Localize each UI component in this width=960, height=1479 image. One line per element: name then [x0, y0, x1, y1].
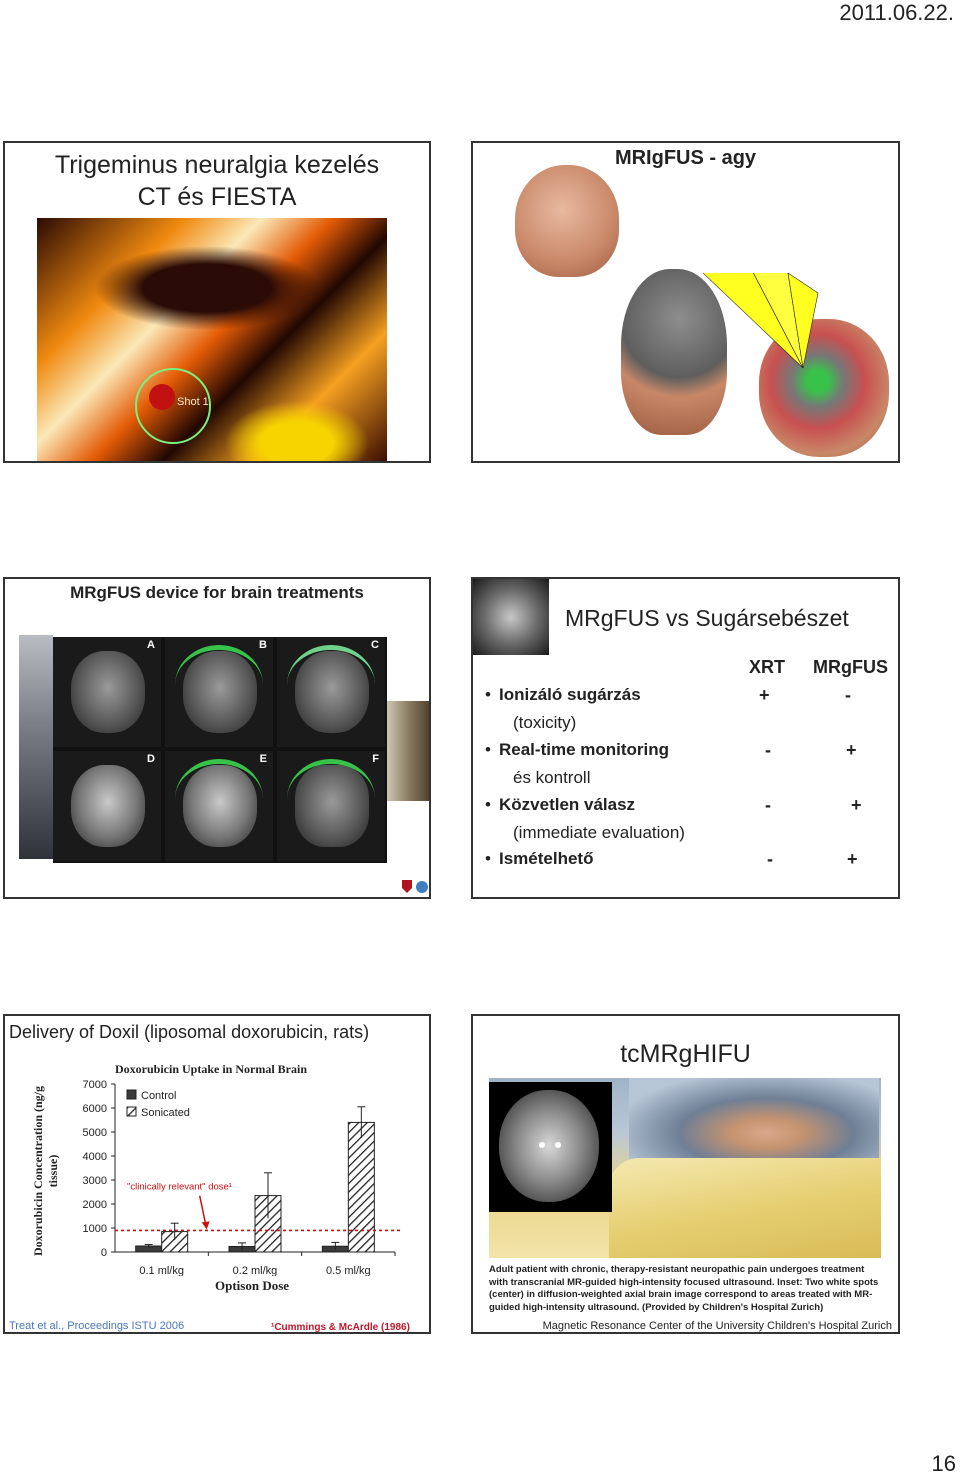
slide-mrgfus-vs-radiosurgery [471, 577, 900, 899]
mri-grid [53, 637, 387, 863]
slide-title: tcMRgHIFU [620, 1040, 751, 1068]
mrgfus-mark: + [846, 740, 857, 760]
shot-label: Shot 1 [177, 396, 209, 408]
slide-tcmrghifu [471, 1014, 900, 1334]
doxorubicin-bar-chart [65, 1076, 405, 1276]
xrt-mark: + [759, 685, 770, 705]
reference-arrow [200, 1196, 206, 1225]
slide-mrigfus-brain [471, 141, 900, 463]
y-tick-label: 2000 [82, 1199, 107, 1211]
y-tick-label: 4000 [82, 1151, 107, 1163]
chart-y-axis-label: Doxorubicin Concentration (ng/g tissue) [31, 1085, 60, 1256]
x-tick-label: 0.5 ml/kg [326, 1265, 371, 1276]
legend-label-control: Control [141, 1090, 177, 1102]
legend-label-sonicated: Sonicated [141, 1107, 190, 1119]
slide-title: MRgFUS vs Sugársebészet [565, 605, 849, 631]
target-spot [149, 384, 175, 410]
xrt-mark: - [767, 849, 773, 869]
y-tick-label: 0 [100, 1247, 107, 1259]
reference-line-label: "clinically relevant" dose¹ [127, 1181, 232, 1193]
page-number: 16 [931, 1451, 956, 1476]
column-header-xrt: XRT [749, 657, 785, 677]
x-tick-label: 0.2 ml/kg [232, 1265, 278, 1276]
y-tick-label: 5000 [82, 1127, 107, 1139]
panel-label: C [371, 639, 379, 651]
panel-label: B [259, 639, 267, 651]
slide-title: MRIgFUS - agy [614, 147, 757, 169]
y-tick-label: 1000 [82, 1223, 107, 1235]
reference-treat[interactable]: Treat et al., Proceedings ISTU 2006 [9, 1320, 185, 1332]
slide-mrgfus-device [3, 577, 431, 899]
ultrasound-beams-diagram [703, 273, 823, 373]
slide-title-line2: CT és FIESTA [137, 183, 297, 211]
patient-photo [19, 635, 53, 859]
legend-swatch-control [127, 1090, 136, 1099]
panel-label: F [372, 753, 379, 765]
slide-doxil-delivery [3, 1014, 431, 1334]
brain-mri-thumbnail [473, 579, 549, 655]
row-label: • Ismételhető [499, 849, 593, 869]
mrgfus-mark: - [845, 685, 851, 705]
chart-x-axis-label: Optison Dose [215, 1278, 290, 1293]
bar-sonicated [348, 1122, 374, 1252]
column-header-mrgfus: MRgFUS [813, 657, 888, 677]
chart-title: Doxorubicin Uptake in Normal Brain [115, 1062, 308, 1076]
head-model-image [515, 165, 619, 277]
row-sublabel: és kontroll [513, 768, 591, 787]
mri-panel-c [277, 637, 385, 747]
ct-fiesta-scan-image [37, 218, 387, 462]
reference-cummings[interactable]: ¹Cummings & McArdle (1986) [271, 1322, 410, 1333]
xrt-mark: - [765, 740, 771, 760]
mri-panel-a [53, 637, 161, 747]
row-sublabel: (immediate evaluation) [513, 823, 685, 842]
slide-title: MRgFUS device for brain treatments [70, 583, 364, 602]
device-photo [387, 701, 431, 801]
panel-label: E [259, 753, 267, 765]
legend-swatch-sonicated [127, 1107, 136, 1116]
mrgfus-mark: + [847, 849, 858, 869]
slide-title [5, 149, 429, 213]
institution-logos [401, 879, 429, 895]
slide-footer-credit: Magnetic Resonance Center of the University Children's Hospital Zurich [542, 1320, 892, 1332]
mri-panel-e [165, 751, 273, 861]
y-tick-label: 6000 [82, 1103, 107, 1115]
x-tick-label: 0.1 ml/kg [139, 1265, 184, 1276]
row-label: • Közvetlen válasz [499, 795, 635, 815]
reference-arrow-head [202, 1221, 210, 1229]
row-label: • Real-time monitoring [499, 740, 669, 760]
mrgfus-mark: + [851, 795, 862, 815]
slide-title-line1: Trigeminus neuralgia kezelés [54, 151, 380, 179]
slide-title: Delivery of Doxil (liposomal doxorubicin, rats) [9, 1022, 370, 1042]
mri-panel-f [277, 751, 385, 861]
panel-label: A [147, 639, 155, 651]
panel-label: D [147, 753, 155, 765]
y-tick-label: 3000 [82, 1175, 107, 1187]
row-label: • Ionizáló sugárzás [499, 685, 641, 705]
xrt-mark: - [765, 795, 771, 815]
diffusion-mri-inset-image [489, 1082, 612, 1212]
y-tick-label: 7000 [82, 1079, 107, 1091]
mri-panel-b [165, 637, 273, 747]
header-date: 2011.06.22. [839, 0, 954, 25]
slide-trigeminus [3, 141, 431, 463]
photo-caption: Adult patient with chronic, therapy-resistant neuropathic pain undergoes treatment with transcranial MR-guided high-intensity focused ultrasound. Inset: Two white spots (center) in diffusion-weighted axial brain image correspond to areas treated with MR-guided high-intensity ultrasound. (Provided by Children's Hospital Zurich) [489, 1264, 879, 1313]
mri-panel-d [53, 751, 161, 861]
row-sublabel: (toxicity) [513, 713, 577, 732]
